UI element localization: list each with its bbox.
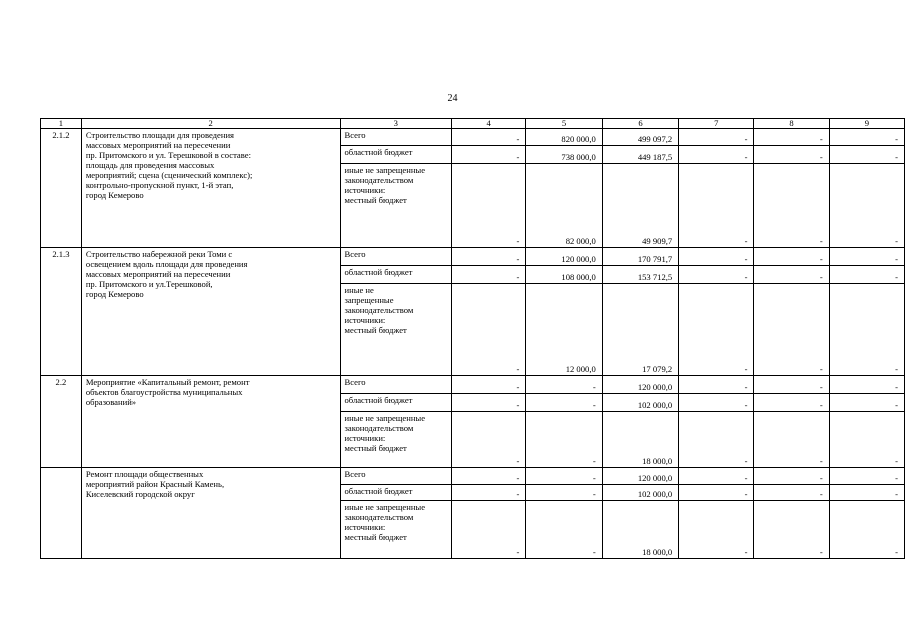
amount-cell: - [679, 266, 754, 284]
item-code: 2.2 [41, 376, 82, 468]
amount-cell: - [452, 394, 526, 412]
amount-cell: - [754, 164, 829, 248]
amount-cell: - [754, 501, 829, 559]
amount-cell: 108 000,0 [526, 266, 602, 284]
amount-cell: - [829, 146, 904, 164]
amount-cell: 17 079,2 [602, 284, 678, 376]
amount-cell: - [679, 412, 754, 468]
amount-cell: 18 000,0 [602, 412, 678, 468]
amount-cell: - [829, 412, 904, 468]
column-header: 2 [81, 119, 340, 129]
amount-cell: 102 000,0 [602, 485, 678, 501]
amount-cell: - [679, 164, 754, 248]
amount-cell: 738 000,0 [526, 146, 602, 164]
item-description: Ремонт площади общественных мероприятий район Красный Камень, Киселевский городской округ [81, 468, 340, 559]
amount-cell: 120 000,0 [602, 468, 678, 485]
amount-cell: - [679, 501, 754, 559]
item-description: Мероприятие «Капитальный ремонт, ремонт объектов благоустройства муниципальных образований» [81, 376, 340, 468]
amount-cell: - [679, 376, 754, 394]
amount-cell: - [679, 248, 754, 266]
amount-cell: 102 000,0 [602, 394, 678, 412]
amount-cell: - [452, 164, 526, 248]
column-header: 3 [340, 119, 452, 129]
amount-cell: - [452, 485, 526, 501]
budget-table [40, 118, 905, 559]
funding-source: областной бюджет [340, 266, 452, 284]
amount-cell: - [526, 412, 602, 468]
table-row [41, 248, 905, 266]
funding-source: Всего [340, 468, 452, 485]
column-header: 4 [452, 119, 526, 129]
column-header: 1 [41, 119, 82, 129]
amount-cell: - [829, 284, 904, 376]
table-row [41, 376, 905, 394]
funding-source: иные не запрещенные законодательством источники: местный бюджет [340, 501, 452, 559]
amount-cell: - [679, 468, 754, 485]
funding-source: областной бюджет [340, 394, 452, 412]
funding-source: Всего [340, 248, 452, 266]
amount-cell: - [452, 501, 526, 559]
amount-cell: - [829, 248, 904, 266]
amount-cell: - [754, 129, 829, 146]
amount-cell: - [526, 394, 602, 412]
item-code [41, 468, 82, 559]
amount-cell: 820 000,0 [526, 129, 602, 146]
amount-cell: 170 791,7 [602, 248, 678, 266]
amount-cell: - [829, 266, 904, 284]
amount-cell: - [452, 146, 526, 164]
amount-cell: - [754, 412, 829, 468]
amount-cell: - [754, 284, 829, 376]
amount-cell: - [829, 468, 904, 485]
amount-cell: 12 000,0 [526, 284, 602, 376]
amount-cell: - [754, 485, 829, 501]
table-body [41, 119, 905, 559]
amount-cell: 153 712,5 [602, 266, 678, 284]
amount-cell: - [754, 266, 829, 284]
amount-cell: - [754, 394, 829, 412]
amount-cell: - [526, 376, 602, 394]
amount-cell: - [452, 376, 526, 394]
column-header: 5 [526, 119, 602, 129]
column-header: 6 [602, 119, 678, 129]
amount-cell: - [452, 266, 526, 284]
amount-cell: - [526, 501, 602, 559]
item-code: 2.1.2 [41, 129, 82, 248]
amount-cell: 49 909,7 [602, 164, 678, 248]
column-header: 7 [679, 119, 754, 129]
amount-cell: - [452, 412, 526, 468]
amount-cell: 120 000,0 [602, 376, 678, 394]
funding-source: областной бюджет [340, 146, 452, 164]
item-description: Строительство площади для проведения массовых мероприятий на пересечении пр. Притомского и ул. Терешковой в составе: площадь для проведения массовых мероприятий; сцена (сценический комплекс); контрольно-пропускной пункт, 1-й этап, город Кемерово [81, 129, 340, 248]
amount-cell: 18 000,0 [602, 501, 678, 559]
table-row [41, 129, 905, 146]
amount-cell: - [829, 501, 904, 559]
column-header: 9 [829, 119, 904, 129]
amount-cell: - [754, 376, 829, 394]
amount-cell: 449 187,5 [602, 146, 678, 164]
amount-cell: - [526, 468, 602, 485]
column-header: 8 [754, 119, 829, 129]
amount-cell: - [829, 129, 904, 146]
item-description: Строительство набережной реки Томи с освещением вдоль площади для проведения массовых мероприятий на пересечении пр. Притомского и ул.Терешковой, город Кемерово [81, 248, 340, 376]
amount-cell: - [829, 394, 904, 412]
amount-cell: - [452, 248, 526, 266]
amount-cell: - [829, 164, 904, 248]
amount-cell: - [452, 468, 526, 485]
funding-source: иные не запрещенные законодательством источники: местный бюджет [340, 412, 452, 468]
amount-cell: - [679, 284, 754, 376]
amount-cell: 82 000,0 [526, 164, 602, 248]
amount-cell: - [754, 248, 829, 266]
amount-cell: - [679, 129, 754, 146]
amount-cell: - [526, 485, 602, 501]
amount-cell: - [754, 468, 829, 485]
funding-source: Всего [340, 376, 452, 394]
amount-cell: - [829, 376, 904, 394]
funding-source: областной бюджет [340, 485, 452, 501]
funding-source: иные не запрещенные законодательством источники: местный бюджет [340, 164, 452, 248]
amount-cell: - [452, 129, 526, 146]
column-number-row [41, 119, 905, 129]
page-number: 24 [447, 93, 458, 104]
amount-cell: - [679, 485, 754, 501]
funding-source: иные не запрещенные законодательством источники: местный бюджет [340, 284, 452, 376]
item-code: 2.1.3 [41, 248, 82, 376]
amount-cell: - [829, 485, 904, 501]
amount-cell: 120 000,0 [526, 248, 602, 266]
table-row [41, 468, 905, 485]
amount-cell: - [452, 284, 526, 376]
amount-cell: 499 097,2 [602, 129, 678, 146]
amount-cell: - [679, 394, 754, 412]
amount-cell: - [679, 146, 754, 164]
funding-source: Всего [340, 129, 452, 146]
amount-cell: - [754, 146, 829, 164]
